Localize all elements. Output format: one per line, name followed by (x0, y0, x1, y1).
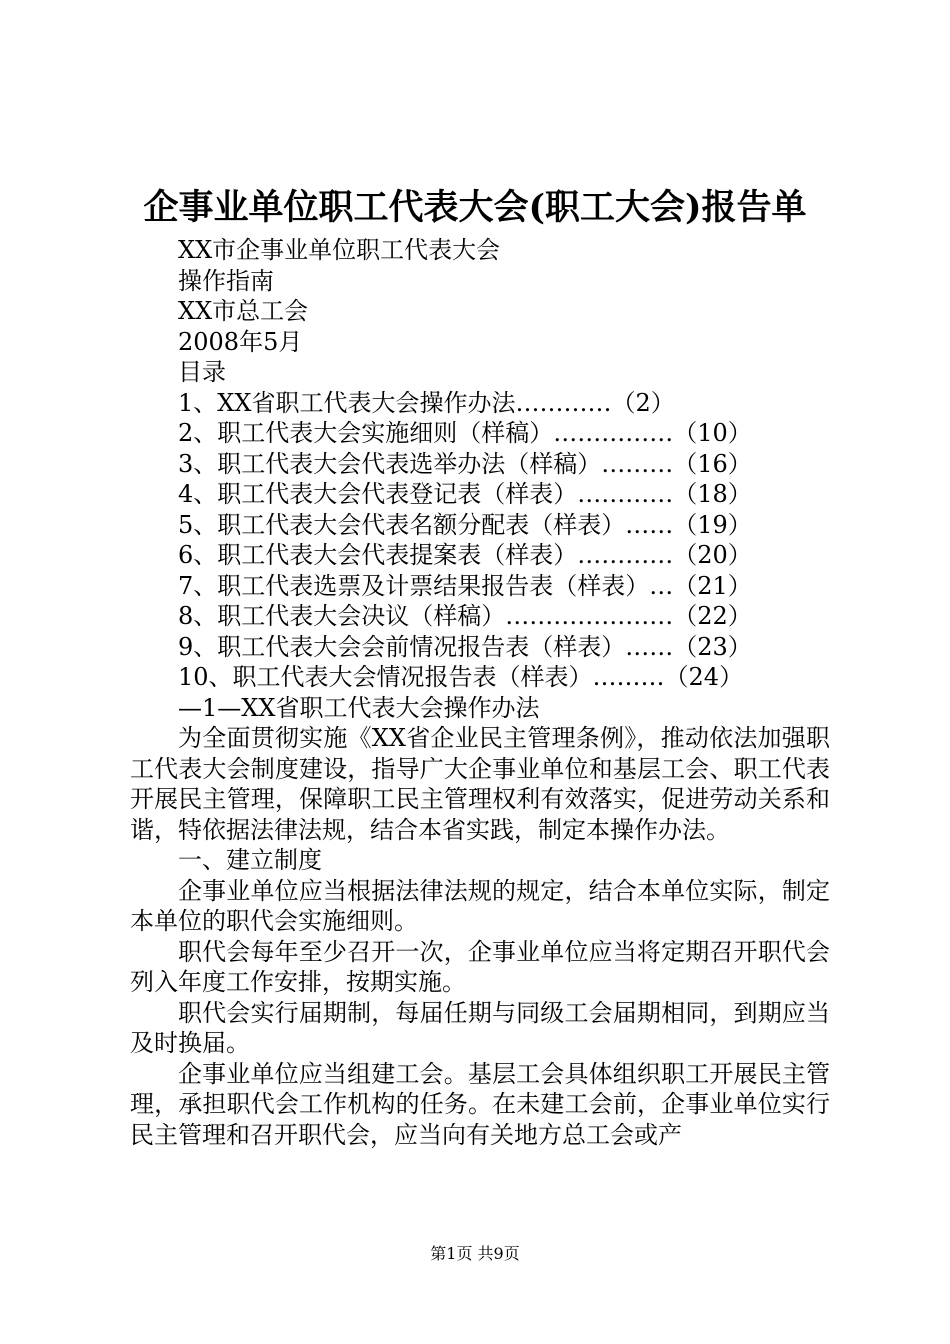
toc-item: 4、职工代表大会代表登记表（样表）…………（18） (178, 480, 752, 508)
toc-item: 7、职工代表选票及计票结果报告表（样表）…（21） (178, 571, 752, 600)
toc-item: 9、职工代表大会会前情况报告表（样表）……（23） (178, 632, 752, 661)
section-heading: —1—XX省职工代表大会操作办法 (178, 693, 540, 722)
toc-item: 2、职工代表大会实施细则（样稿）……………（10） (178, 419, 752, 447)
toc-item: 3、职工代表大会代表选举办法（样稿）………（16） (178, 449, 752, 478)
body-paragraph: 为全面贯彻实施《XX省企业民主管理条例》，推动依法加强职工代表大会制度建设，指导广大企事业单位和基层工会、职工代表开展民主管理，保障职工民主管理权利有效落实，促进劳动关系和谐，特依据法律法规，结合本省实践，制定本操作办法。 (130, 724, 830, 844)
toc-item: 10、职工代表大会情况报告表（样表）………（24） (178, 663, 744, 691)
toc-item: 5、职工代表大会代表名额分配表（样表）……（19） (178, 510, 752, 539)
cover-date: 2008年5月 (178, 327, 303, 356)
cover-line: XX市企事业单位职工代表大会 (178, 236, 501, 264)
cover-line: 操作指南 (178, 266, 274, 295)
cover-line: XX市总工会 (178, 297, 309, 325)
document-body (130, 235, 830, 1150)
body-paragraph: 职代会每年至少召开一次，企事业单位应当将定期召开职代会列入年度工作安排，按期实施。 (130, 937, 830, 996)
body-paragraph: 企事业单位应当根据法律法规的规定，结合本单位实际，制定本单位的职代会实施细则。 (130, 876, 830, 935)
toc-heading: 目录 (178, 358, 226, 386)
body-paragraph: 企事业单位应当组建工会。基层工会具体组织职工开展民主管理，承担职代会工作机构的任务。在未建工会前，企事业单位实行民主管理和召开职代会，应当向有关地方总工会或产 (130, 1059, 830, 1149)
page-footer: 第1页 共9页 (430, 1244, 520, 1263)
body-paragraph: 职代会实行届期制，每届任期与同级工会届期相同，到期应当及时换届。 (130, 998, 830, 1057)
toc-item: 8、职工代表大会决议（样稿）…………………（22） (178, 602, 752, 630)
subsection-heading: 一、建立制度 (178, 846, 322, 874)
toc-item: 6、职工代表大会代表提案表（样表）…………（20） (178, 541, 752, 569)
document-title: 企事业单位职工代表大会(职工大会)报告单 (143, 187, 807, 228)
toc-item: 1、XX省职工代表大会操作办法…………（2） (178, 388, 675, 417)
